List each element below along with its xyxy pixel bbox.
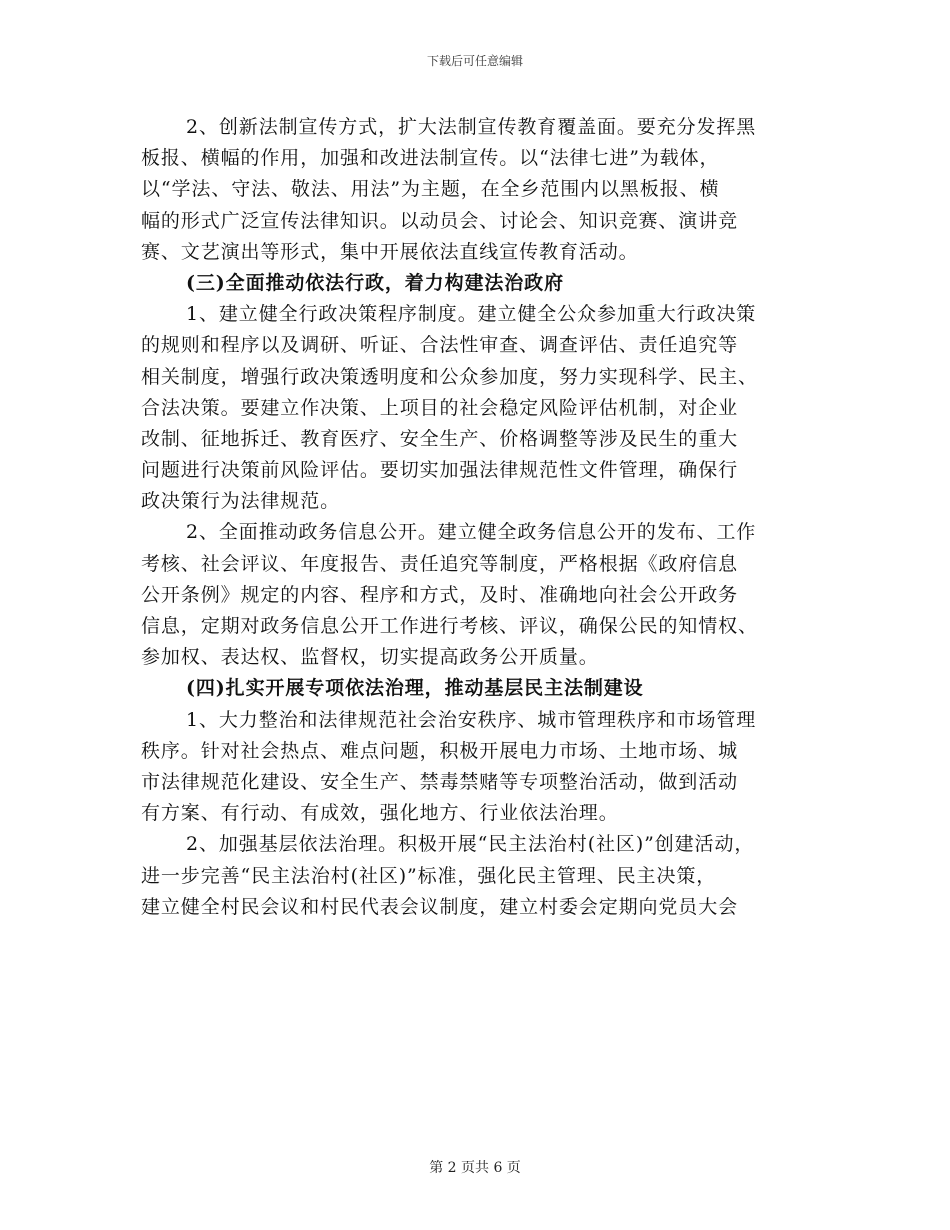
paragraph-line: 2、全面推动政务信息公开。建立健全政务信息公开的发布、工作 <box>186 521 757 544</box>
paragraph-line: 以“学法、守法、敬法、用法”为主题，在全乡范围内以黑板报、横 <box>141 178 720 201</box>
heading-line: (四)扎实开展专项依法治理，推动基层民主法制建设 <box>186 677 644 700</box>
paragraph-line: 考核、社会评议、年度报告、责任追究等制度，严格根据《政府信息 <box>141 552 739 575</box>
paragraph <box>141 829 831 923</box>
paragraph-line: 市法律规范化建设、安全生产、禁毒禁赌等专项整治活动，做到活动 <box>141 770 739 793</box>
paragraph-line: 有方案、有行动、有成效，强化地方、行业依法治理。 <box>141 802 619 825</box>
paragraph-line: 2、加强基层依法治理。积极开展“民主法治村(社区)”创建活动， <box>186 833 755 856</box>
paragraph <box>141 112 831 268</box>
paragraph-line: 改制、征地拆迁、教育医疗、安全生产、价格调整等涉及民生的重大 <box>141 427 739 450</box>
document-body <box>141 112 831 923</box>
paragraph-line: 1、大力整治和法律规范社会治安秩序、城市管理秩序和市场管理 <box>186 708 757 731</box>
paragraph-line: 相关制度，增强行政决策透明度和公众参加度，努力实现科学、民主、 <box>141 365 758 388</box>
paragraph-line: 信息，定期对政务信息公开工作进行考核、评议，确保公民的知情权、 <box>141 615 758 637</box>
paragraph-line: 参加权、表达权、监督权，切实提高政务公开质量。 <box>141 646 599 669</box>
paragraph-line: 的规则和程序以及调研、听证、合法性审查、调查评估、责任追究等 <box>141 334 739 357</box>
section-heading <box>141 673 831 704</box>
paragraph-line: 赛、文艺演出等形式，集中开展依法直线宣传教育活动。 <box>141 240 639 263</box>
paragraph <box>141 517 831 673</box>
paragraph-line: 合法决策。要建立作决策、上项目的社会稳定风险评估机制，对企业 <box>141 396 739 419</box>
page-header: 下载后可任意编辑 <box>426 54 523 68</box>
paragraph-line: 2、创新法制宣传方式，扩大法制宣传教育覆盖面。要充分发挥黑 <box>186 116 757 138</box>
paragraph-line: 秩序。针对社会热点、难点问题，积极开展电力市场、土地市场、城 <box>141 739 739 762</box>
page-footer: 第 2 页共 6 页 <box>429 1160 521 1176</box>
heading-line: (三)全面推动依法行政，着力构建法治政府 <box>186 271 564 294</box>
paragraph-line: 幅的形式广泛宣传法律知识。以动员会、讨论会、知识竞赛、演讲竞 <box>141 209 739 232</box>
section-heading <box>141 268 831 299</box>
paragraph <box>141 299 831 517</box>
paragraph-line: 板报、横幅的作用，加强和改进法制宣传。以“法律七进”为载体， <box>141 147 720 170</box>
paragraph-line: 问题进行决策前风险评估。要切实加强法律规范性文件管理，确保行 <box>141 459 739 482</box>
paragraph-line: 公开条例》规定的内容、程序和方式，及时、准确地向社会公开政务 <box>141 583 739 606</box>
paragraph-line: 进一步完善“民主法治村(社区)”标准，强化民主管理、民主决策， <box>141 864 717 887</box>
paragraph <box>141 705 831 830</box>
paragraph-line: 建立健全村民会议和村民代表会议制度，建立村委会定期向党员大会 <box>141 895 739 918</box>
paragraph-line: 政决策行为法律规范。 <box>141 490 341 513</box>
paragraph-line: 1、建立健全行政决策程序制度。建立健全公众参加重大行政决策 <box>186 303 757 326</box>
